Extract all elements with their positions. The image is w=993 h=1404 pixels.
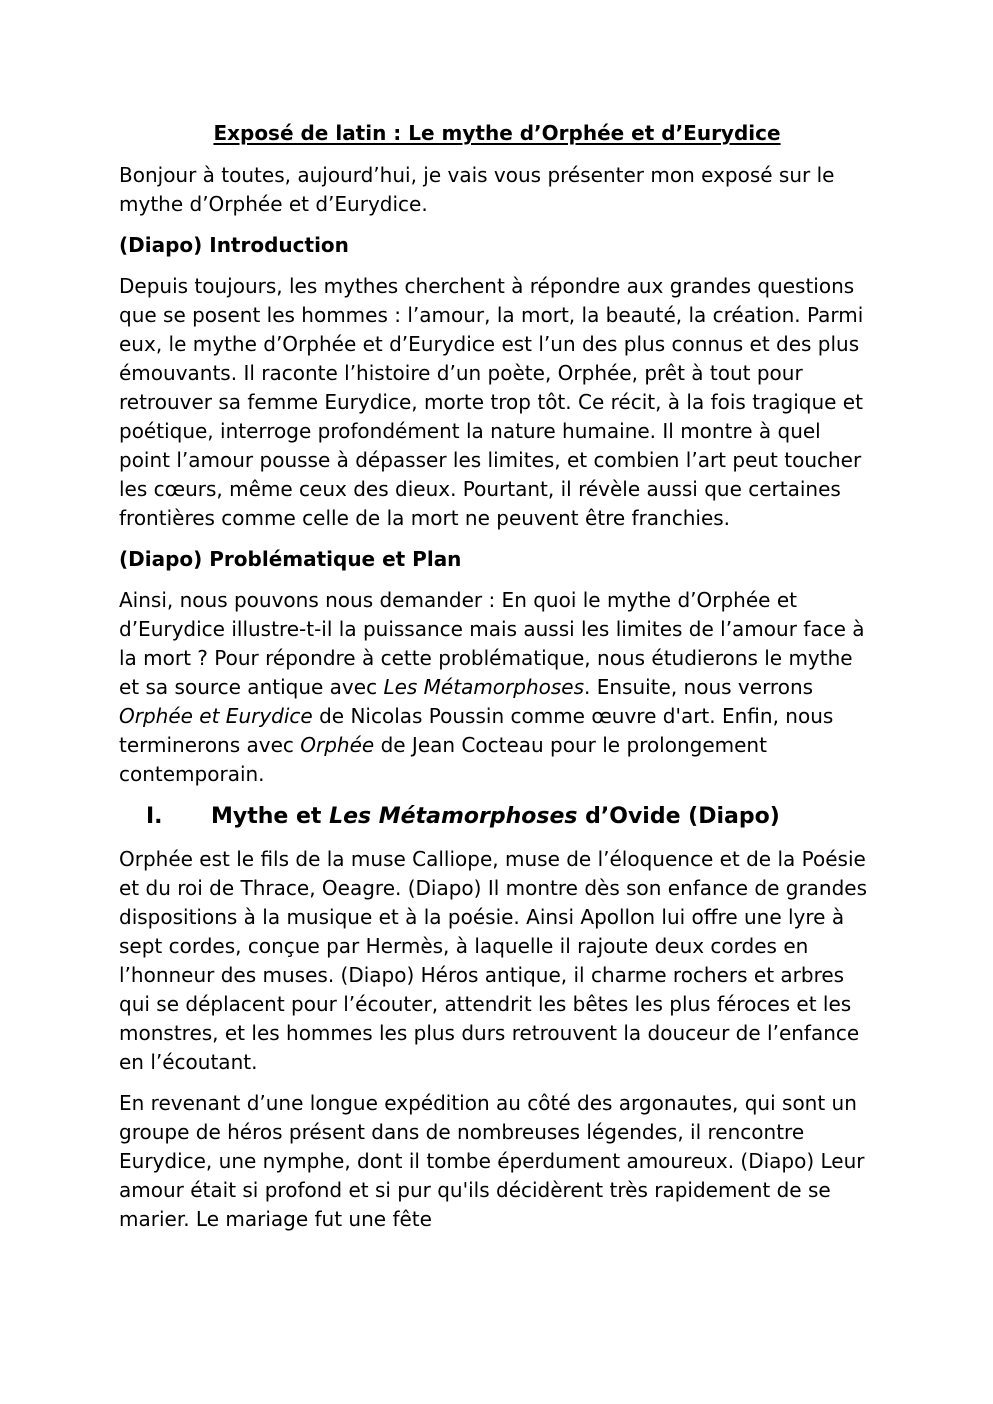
section-1-title-run-1: Mythe et [211,804,330,829]
plan-run-2: . Ensuite, nous verrons [584,675,814,699]
plan-run-3: de Nicolas Poussin comme œuvre d'art. Enfin, nous terminerons avec [119,704,834,757]
paragraph-greeting: Bonjour à toutes, aujourd’hui, je vais vous présenter mon exposé sur le mythe d’Orphée et d’Eurydice. [119,163,835,216]
paragraph-problematique-plan [119,586,875,789]
heading-section-1 [119,801,875,832]
work-title-orphee: Orphée [300,733,375,757]
section-1-number: I. [146,804,163,829]
paragraph-introduction: Depuis toujours, les mythes cherchent à répondre aux grandes questions que se posent les hommes : l’amour, la mort, la beauté, la création. Parmi eux, le mythe d’Orphée et d’Eurydice est l’un des plus connus et des plus émouvants. Il raconte l’histoire d’un poète, Orphée, prêt à tout pour retrouver sa femme Eurydice, morte trop tôt. Ce récit, à la fois tragique et poétique, interroge profondément la nature humaine. Il montre à quel point l’amour pousse à dépasser les limites, et combien l’art peut toucher les cœurs, même ceux des dieux. Pourtant, il révèle aussi que certaines frontières comme celle de la mort ne peuvent être franchies. [119,274,864,530]
work-title-les-metamorphoses: Les Métamorphoses [383,675,585,699]
document-title-text: Exposé de latin : Le mythe d’Orphée et d’Eurydice [213,121,781,145]
paragraph-argonautes-eurydice: En revenant d’une longue expédition au côté des argonautes, qui sont un groupe de héros présent dans de nombreuses légendes, il rencontre Eurydice, une nymphe, dont il tombe éperdument amoureux. (Diapo) Leur amour était si profond et si pur qu'ils décidèrent très rapidement de se marier. Le mariage fut une fête [119,1091,865,1231]
heading-introduction: (Diapo) Introduction [119,233,349,257]
section-1-work-title-les-metamorphoses: Les Métamorphoses [329,804,578,829]
document-title [119,118,875,148]
work-title-orphee-et-eurydice: Orphée et Eurydice [119,704,313,728]
heading-problematique-plan: (Diapo) Problématique et Plan [119,547,462,571]
paragraph-orphee-origines: Orphée est le fils de la muse Calliope, muse de l’éloquence et de la Poésie et du roi de Thrace, Oeagre. (Diapo) Il montre dès son enfance de grandes dispositions à la musique et à la poésie. Ainsi Apollon lui offre une lyre à sept cordes, conçue par Hermès, à laquelle il rajoute deux cordes en l’honneur des muses. (Diapo) Héros antique, il charme rochers et arbres qui se déplacent pour l’écouter, attendrit les bêtes les plus féroces et les monstres, et les hommes les plus durs retrouvent la douceur de l’enfance en l’écoutant. [119,847,868,1074]
section-1-title-run-2: d’Ovide (Diapo) [577,804,780,829]
plan-run-4: de Jean Cocteau pour le prolongement contemporain. [119,733,767,786]
plan-run-1: Ainsi, nous pouvons nous demander : En quoi le mythe d’Orphée et d’Eurydice illustre-t-il la puissance mais aussi les limites de l’amour face à la mort ? Pour répondre à cette problématique, nous étudierons le mythe et sa source antique avec [119,588,865,699]
